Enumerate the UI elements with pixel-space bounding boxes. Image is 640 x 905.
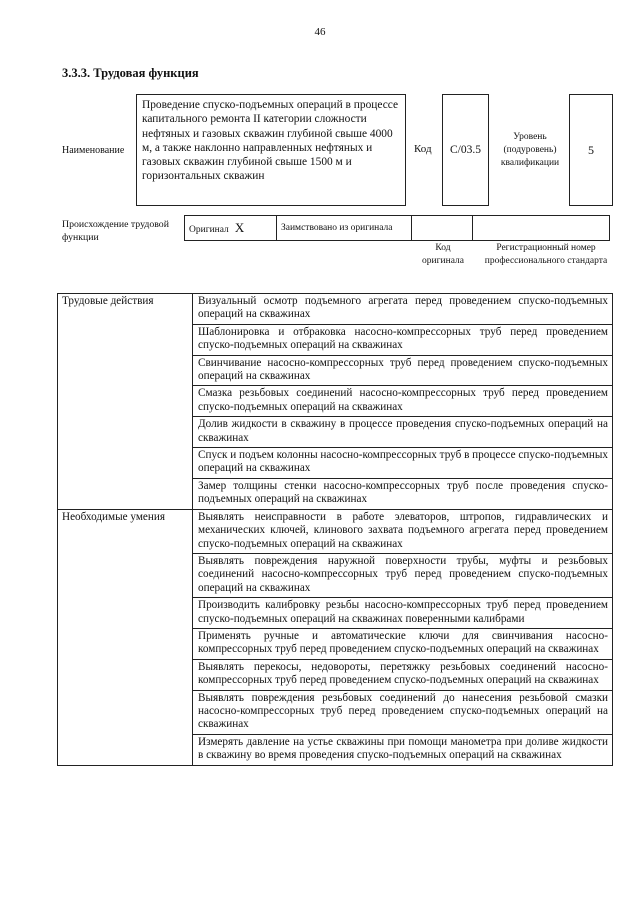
list-item: Выявлять повреждения наружной поверхности трубы, муфты и резьбовых соединений насосно-компрессорных труб перед проведением спуско-подъемных операций на скважинах <box>193 553 613 597</box>
section-title: 3.3.3. Трудовая функция <box>62 66 199 80</box>
table-row <box>58 509 613 553</box>
function-details-table <box>57 293 613 766</box>
section-title-cell: Необходимые умения <box>58 509 193 765</box>
list-item: Спуск и подъем колонны насосно-компрессорных труб в процессе спуско-подъемных операций на скважинах <box>193 448 613 479</box>
origin-table <box>184 215 610 241</box>
reg-number-label: Регистрационный номер профессионального стандарта <box>484 243 608 266</box>
code-box <box>442 94 489 206</box>
code-original-label: Код оригинала <box>422 243 464 266</box>
code-label: Код <box>414 143 432 155</box>
code-original-cell <box>412 216 473 241</box>
list-item: Шаблонировка и отбраковка насосно-компрессорных труб перед проведением спуско-подъемных операций на скважинах <box>193 324 613 355</box>
list-item: Смазка резьбовых соединений насосно-компрессорных труб перед проведением спуско-подъемных операций на скважинах <box>193 386 613 417</box>
list-item: Применять ручные и автоматические ключи для свинчивания насосно-компрессорных труб перед проведением спуско-подъемных операций на скважинах <box>193 628 613 659</box>
list-item: Долив жидкости в скважину в процессе проведения спуско-подъемных операций на скважинах <box>193 417 613 448</box>
borrowed-label: Заимствовано из оригинала <box>281 222 393 233</box>
level-box <box>569 94 613 206</box>
list-item: Визуальный осмотр подъемного агрегата перед проведением спуско-подъемных операций на скважинах <box>193 294 613 325</box>
list-item: Замер толщины стенки насосно-компрессорных труб после проведения спуско-подъемных операций на скважинах <box>193 478 613 509</box>
original-label: Оригинал <box>189 225 229 235</box>
list-item: Производить калибровку резьбы насосно-компрессорных труб перед проведением спуско-подъемных операций на скважинах поверенными калибрами <box>193 598 613 629</box>
list-item: Измерять давление на устье скважины при помощи манометра при доливе жидкости в скважину во время проведения спуско-подъемных операций на скважинах <box>193 734 613 765</box>
list-item: Свинчивание насосно-компрессорных труб перед проведением спуско-подъемных операций на скважинах <box>193 355 613 386</box>
list-item: Выявлять повреждения резьбовых соединений до нанесения резьбовой смазки насосно-компрессорных труб перед проведением спуско-подъемных операций на скважинах <box>193 690 613 734</box>
original-cell <box>185 216 277 241</box>
code-value: C/03.5 <box>450 144 481 156</box>
reg-number-cell <box>473 216 610 241</box>
borrowed-cell <box>277 216 412 241</box>
function-name-text: Проведение спуско-подъемных операций в процессе капитального ремонта II категории сложности нефтяных и газовых скважин глубиной свыше 4000 м, а также наклонно направленных нефтяных и газовых скважин глубиной свыше 1500 м и горизонтальных скважин <box>142 99 399 183</box>
function-name-box <box>136 94 406 206</box>
original-mark: X <box>234 220 245 235</box>
table-row <box>58 294 613 325</box>
list-item: Выявлять перекосы, недовороты, перетяжку резьбовых соединений насосно-компрессорных труб перед проведением спуско-подъемных операций на скважинах <box>193 659 613 690</box>
page-number: 46 <box>314 26 326 38</box>
level-value: 5 <box>588 142 594 157</box>
origin-label: Происхождение трудовой функции <box>62 219 169 243</box>
name-label: Наименование <box>62 145 125 156</box>
level-label: Уровень (подуровень) квалификации <box>500 132 560 168</box>
section-title-cell: Трудовые действия <box>58 294 193 510</box>
list-item: Выявлять неисправности в работе элеваторов, штропов, гидравлических и механических ключей, клинового захвата подъемного агрегата перед проведением спуско-подъемных операций на скважинах <box>193 509 613 553</box>
